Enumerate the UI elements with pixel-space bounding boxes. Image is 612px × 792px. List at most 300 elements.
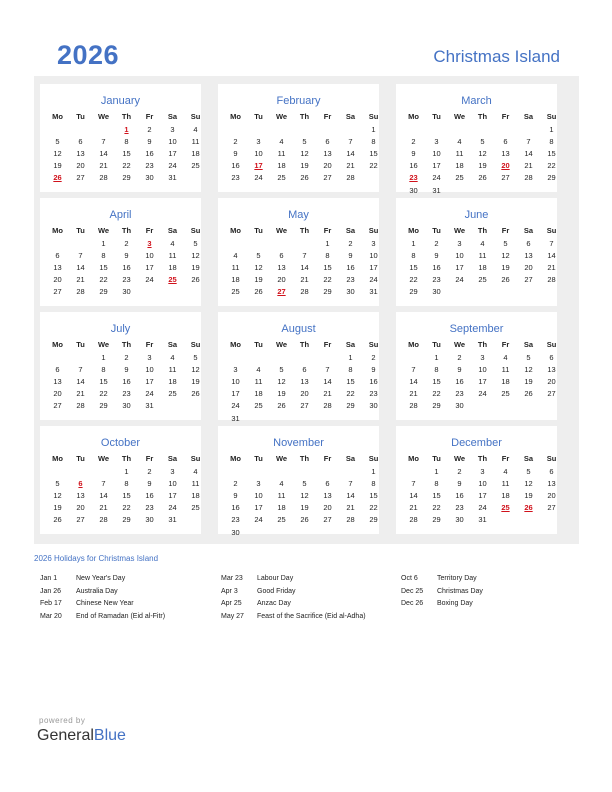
calendar-day: 18 [501, 491, 510, 501]
calendar-day: 29 [409, 287, 418, 297]
calendar-day: 16 [122, 377, 131, 387]
calendar-day: 4 [193, 125, 198, 134]
calendar-day: 13 [547, 365, 556, 375]
month-july [40, 312, 201, 420]
calendar-day: 14 [99, 491, 108, 501]
weekday-header: Sa [167, 454, 178, 463]
calendar-day: 17 [168, 491, 177, 501]
calendar-day: 4 [480, 239, 485, 248]
calendar-day: 25 [191, 161, 200, 171]
weekday-header: Su [190, 454, 201, 463]
month-name: May [288, 209, 309, 221]
calendar-day: 5 [302, 137, 307, 147]
holiday-name: End of Ramadan (Eid al-Fitr) [76, 612, 166, 620]
calendar-day: 17 [432, 161, 441, 171]
calendar-day: 17 [455, 263, 464, 273]
holiday-day: 20 [501, 161, 510, 171]
calendar-day: 13 [524, 251, 533, 261]
calendar-day: 21 [99, 503, 108, 513]
calendar-day: 2 [147, 467, 152, 476]
holiday-name: Christmas Day [437, 587, 483, 595]
calendar-day: 29 [547, 173, 556, 183]
calendar-day: 13 [76, 149, 85, 159]
calendar-day: 20 [76, 503, 85, 513]
calendar-day: 16 [432, 263, 441, 273]
calendar-day: 15 [122, 491, 131, 501]
calendar-day: 24 [432, 173, 441, 183]
calendar-day: 16 [369, 377, 378, 387]
calendar-day: 6 [78, 137, 83, 147]
calendar-day: 9 [147, 137, 152, 147]
holiday-name: Territory Day [437, 575, 477, 582]
calendar-day: 10 [231, 377, 240, 387]
weekday-header: We [275, 340, 288, 349]
weekday-header: Mo [408, 340, 419, 349]
calendar-day: 10 [478, 365, 487, 375]
weekday-header: Sa [167, 340, 178, 349]
holiday-name: Anzac Day [257, 600, 291, 607]
calendar-day: 30 [122, 401, 131, 411]
calendar-day: 30 [145, 515, 154, 525]
calendar-day: 28 [409, 401, 418, 411]
calendar-day: 22 [547, 161, 556, 171]
calendar-day: 20 [547, 491, 556, 501]
calendar-day: 18 [277, 161, 286, 171]
calendar-day: 18 [254, 389, 263, 399]
calendar-day: 22 [432, 503, 441, 513]
calendar-day: 5 [55, 137, 60, 147]
calendar-day: 9 [233, 149, 238, 159]
calendar-day: 24 [369, 275, 378, 285]
calendar-day: 28 [99, 515, 108, 525]
calendar-day: 3 [256, 479, 261, 489]
calendar-day: 4 [193, 467, 198, 476]
calendar-day: 18 [191, 149, 200, 159]
weekday-header: Tu [76, 340, 85, 349]
calendar-day: 11 [231, 263, 240, 273]
weekday-header: Tu [254, 226, 263, 235]
calendar-day: 30 [346, 287, 355, 297]
calendar-day: 23 [122, 275, 131, 285]
calendar-day: 15 [346, 377, 355, 387]
calendar-day: 8 [371, 479, 376, 489]
calendar-day: 2 [411, 137, 416, 147]
calendar-day: 31 [168, 515, 177, 525]
calendar-day: 10 [254, 491, 263, 501]
calendar-day: 29 [346, 401, 355, 411]
calendar-day: 25 [478, 275, 487, 285]
calendar-day: 15 [369, 491, 378, 501]
calendar-day: 13 [323, 149, 332, 159]
calendar-day: 6 [526, 239, 531, 248]
calendar-day: 25 [231, 287, 240, 297]
calendar-day: 12 [524, 479, 533, 489]
calendar-day: 8 [411, 251, 416, 261]
month-september [396, 312, 557, 420]
calendar-day: 27 [300, 401, 309, 411]
calendar-day: 1 [434, 467, 439, 476]
calendar-day: 25 [277, 173, 286, 183]
calendar-day: 1 [411, 239, 416, 248]
calendar-day: 2 [371, 353, 376, 362]
weekday-header: Su [546, 226, 557, 235]
calendar-day: 26 [53, 515, 62, 525]
calendar-day: 14 [524, 149, 533, 159]
calendar-day: 13 [277, 263, 286, 273]
calendar-day: 30 [409, 185, 418, 195]
calendar-day: 4 [279, 479, 284, 489]
calendar-day: 5 [279, 365, 284, 375]
calendar-day: 19 [254, 275, 263, 285]
calendar-day: 15 [99, 263, 108, 273]
calendar-day: 4 [170, 239, 175, 248]
weekday-header: Mo [230, 112, 241, 121]
calendar-day: 19 [478, 161, 487, 171]
weekday-header: Tu [254, 454, 263, 463]
weekday-header: Mo [230, 454, 241, 463]
calendar-day: 18 [455, 161, 464, 171]
holiday-day: 25 [168, 275, 177, 285]
calendar-day: 19 [524, 377, 533, 387]
calendar-day: 28 [323, 401, 332, 411]
calendar-day: 21 [346, 161, 355, 171]
weekday-header: Fr [145, 454, 154, 463]
calendar-day: 8 [101, 251, 106, 261]
calendar-day: 21 [76, 389, 85, 399]
calendar-day: 11 [191, 479, 200, 489]
calendar-day: 16 [122, 263, 131, 273]
calendar-day: 21 [409, 389, 418, 399]
calendar-day: 26 [300, 515, 309, 525]
calendar-day: 27 [323, 515, 332, 525]
calendar-day: 6 [55, 251, 60, 261]
calendar-day: 1 [371, 467, 376, 476]
calendar-day: 3 [480, 467, 485, 476]
calendar-day: 31 [231, 413, 240, 423]
calendar-day: 17 [168, 149, 177, 159]
weekday-header: We [453, 112, 466, 121]
calendar-day: 11 [277, 149, 286, 159]
calendar-day: 19 [300, 503, 309, 513]
calendar-day: 27 [76, 515, 85, 525]
calendar-day: 24 [145, 389, 154, 399]
weekday-header: Mo [408, 454, 419, 463]
month-august [218, 312, 379, 423]
calendar-day: 21 [547, 263, 556, 273]
calendar-day: 20 [53, 275, 62, 285]
calendar-day: 12 [300, 491, 309, 501]
calendar-day: 5 [193, 353, 198, 362]
calendar-day: 31 [369, 287, 378, 297]
calendar-day: 12 [191, 365, 200, 375]
weekday-header: Th [121, 226, 132, 235]
calendar-day: 28 [547, 275, 556, 285]
calendar-day: 2 [348, 239, 353, 248]
calendar-day: 21 [524, 161, 533, 171]
calendar-day: 15 [409, 263, 418, 273]
calendar-day: 14 [409, 491, 418, 501]
calendar-day: 23 [455, 389, 464, 399]
weekday-header: Fr [145, 112, 154, 121]
weekday-header: Fr [323, 454, 332, 463]
calendar-day: 11 [168, 365, 177, 375]
calendar-day: 22 [432, 389, 441, 399]
calendar-day: 5 [526, 467, 531, 476]
calendar-day: 18 [478, 263, 487, 273]
calendar-day: 13 [501, 149, 510, 159]
month-name: March [461, 95, 492, 107]
weekday-header: Sa [523, 226, 534, 235]
calendar-day: 25 [277, 515, 286, 525]
calendar-day: 14 [300, 263, 309, 273]
calendar-day: 24 [254, 173, 263, 183]
month-december [396, 426, 557, 534]
calendar-day: 11 [254, 377, 263, 387]
calendar-day: 1 [549, 125, 554, 134]
calendar-day: 24 [168, 161, 177, 171]
calendar-day: 9 [124, 251, 129, 261]
calendar-day: 17 [478, 491, 487, 501]
calendar-day: 3 [256, 137, 261, 147]
weekday-header: Tu [254, 112, 263, 121]
weekday-header: Th [121, 112, 132, 121]
weekday-header: Tu [432, 226, 441, 235]
weekday-header: Sa [167, 112, 178, 121]
calendar-day: 13 [547, 479, 556, 489]
calendar-day: 13 [76, 491, 85, 501]
weekday-header: Mo [230, 226, 241, 235]
calendar-day: 4 [233, 251, 238, 261]
weekday-header: Tu [432, 112, 441, 121]
calendar-day: 30 [432, 287, 441, 297]
calendar-day: 5 [302, 479, 307, 489]
calendar-day: 2 [147, 125, 152, 134]
weekday-header: Fr [145, 226, 154, 235]
calendar-day: 3 [480, 353, 485, 362]
calendar-day: 17 [145, 263, 154, 273]
calendar-day: 2 [233, 479, 238, 489]
weekday-header: Th [299, 112, 310, 121]
calendar-day: 17 [478, 377, 487, 387]
calendar-day: 19 [501, 263, 510, 273]
calendar-day: 7 [78, 365, 83, 375]
calendar-day: 20 [300, 389, 309, 399]
weekday-header: Mo [408, 112, 419, 121]
holiday-name: Labour Day [257, 575, 294, 582]
calendar-day: 3 [147, 353, 152, 362]
weekday-header: Th [121, 454, 132, 463]
calendar-day: 20 [524, 263, 533, 273]
calendar-day: 13 [300, 377, 309, 387]
calendar-day: 11 [168, 251, 177, 261]
calendar-day: 23 [122, 389, 131, 399]
calendar-day: 13 [323, 491, 332, 501]
holiday-day: 26 [53, 173, 62, 183]
calendar-day: 15 [323, 263, 332, 273]
weekday-header: Sa [167, 226, 178, 235]
calendar-day: 27 [524, 275, 533, 285]
calendar-day: 28 [300, 287, 309, 297]
calendar-day: 17 [254, 503, 263, 513]
calendar-day: 9 [411, 149, 416, 159]
calendar-day: 15 [547, 149, 556, 159]
calendar-day: 1 [371, 125, 376, 134]
calendar-day: 16 [231, 161, 240, 171]
holiday-name: Chinese New Year [76, 600, 134, 607]
calendar-day: 27 [53, 401, 62, 411]
weekday-header: Th [477, 226, 488, 235]
calendar-day: 20 [323, 503, 332, 513]
weekday-header: Th [477, 340, 488, 349]
calendar-day: 3 [170, 125, 175, 134]
calendar-day: 26 [254, 287, 263, 297]
calendar-day: 12 [524, 365, 533, 375]
calendar-day: 6 [549, 353, 554, 362]
weekday-header: Tu [432, 454, 441, 463]
weekday-header: Fr [323, 226, 332, 235]
calendar-day: 25 [254, 401, 263, 411]
calendar-day: 12 [53, 491, 62, 501]
calendar-day: 24 [478, 389, 487, 399]
calendar-day: 15 [122, 149, 131, 159]
holiday-day: 3 [147, 239, 152, 248]
calendar-day: 14 [76, 377, 85, 387]
calendar-day: 15 [432, 377, 441, 387]
calendar-day: 7 [411, 479, 416, 489]
calendar-day: 22 [369, 161, 378, 171]
holiday-date: Mar 20 [40, 612, 62, 620]
weekday-header: Fr [501, 226, 510, 235]
calendar-day: 8 [325, 251, 330, 261]
calendar-day: 30 [455, 515, 464, 525]
weekday-header: Su [368, 340, 379, 349]
calendar-day: 27 [76, 173, 85, 183]
calendar-day: 28 [524, 173, 533, 183]
calendar-day: 14 [323, 377, 332, 387]
calendar-day: 12 [191, 251, 200, 261]
calendar-day: 6 [279, 251, 284, 261]
calendar-day: 29 [99, 287, 108, 297]
calendar-day: 7 [348, 137, 353, 147]
calendar-day: 22 [346, 389, 355, 399]
month-name: October [100, 437, 141, 449]
calendar-day: 24 [254, 515, 263, 525]
calendar-day: 16 [145, 491, 154, 501]
calendar-day: 21 [409, 503, 418, 513]
weekday-header: Tu [432, 340, 441, 349]
calendar-day: 23 [455, 503, 464, 513]
calendar-day: 29 [323, 287, 332, 297]
weekday-header: We [453, 454, 466, 463]
month-may [218, 198, 379, 306]
holiday-day: 6 [78, 479, 83, 489]
calendar-day: 18 [231, 275, 240, 285]
calendar-day: 19 [191, 377, 200, 387]
calendar-day: 12 [254, 263, 263, 273]
calendar-day: 26 [191, 275, 200, 285]
calendar-day: 9 [147, 479, 152, 489]
holiday-date: Feb 17 [40, 600, 62, 607]
weekday-header: Su [368, 454, 379, 463]
calendar-day: 14 [409, 377, 418, 387]
weekday-header: Mo [52, 226, 63, 235]
calendar-day: 19 [277, 389, 286, 399]
calendar-day: 29 [122, 515, 131, 525]
calendar-day: 24 [455, 275, 464, 285]
month-june [396, 198, 557, 306]
calendar-day: 30 [455, 401, 464, 411]
calendar-day: 5 [193, 239, 198, 248]
generalblue-logo[interactable] [37, 727, 126, 745]
month-name: February [276, 95, 321, 107]
brand-general: General [37, 727, 94, 744]
country-title: Christmas Island [433, 47, 560, 66]
calendar-day: 8 [101, 365, 106, 375]
weekday-header: Th [477, 454, 488, 463]
calendar-day: 21 [323, 389, 332, 399]
calendar-day: 26 [300, 173, 309, 183]
calendar-day: 7 [101, 137, 106, 147]
holiday-date: Jan 26 [40, 587, 62, 595]
weekday-header: Th [299, 454, 310, 463]
calendar-day: 7 [411, 365, 416, 375]
holiday-name: Boxing Day [437, 600, 473, 607]
calendar-day: 24 [145, 275, 154, 285]
month-april [40, 198, 201, 306]
calendar-day: 6 [549, 467, 554, 476]
weekday-header: Su [546, 454, 557, 463]
calendar-day: 28 [99, 173, 108, 183]
weekday-header: We [453, 340, 466, 349]
holiday-date: Mar 23 [221, 575, 243, 582]
calendar-day: 23 [369, 389, 378, 399]
calendar-day: 17 [369, 263, 378, 273]
calendar-day: 5 [480, 137, 485, 147]
calendar-day: 20 [323, 161, 332, 171]
weekday-header: Tu [76, 112, 85, 121]
calendar-day: 30 [122, 287, 131, 297]
weekday-header: Th [121, 340, 132, 349]
calendar-day: 9 [233, 491, 238, 501]
calendar-day: 17 [145, 377, 154, 387]
calendar-day: 27 [547, 389, 556, 399]
calendar-day: 10 [369, 251, 378, 261]
calendar-day: 28 [76, 287, 85, 297]
calendar-day: 3 [457, 239, 462, 248]
calendar-day: 16 [346, 263, 355, 273]
calendar-day: 1 [101, 353, 106, 362]
holiday-name: Australia Day [76, 587, 118, 595]
calendar-day: 30 [145, 173, 154, 183]
calendar-day: 9 [371, 365, 376, 375]
calendar-day: 27 [323, 173, 332, 183]
powered-by-text: powered by [39, 716, 86, 725]
holiday-day: 25 [501, 503, 510, 513]
weekday-header: Mo [52, 454, 63, 463]
weekday-header: We [97, 112, 110, 121]
month-name: June [464, 209, 489, 221]
calendar-day: 1 [101, 239, 106, 248]
calendar-day: 8 [124, 479, 129, 489]
weekday-header: We [275, 112, 288, 121]
calendar-day: 23 [231, 173, 240, 183]
month-november [218, 426, 379, 537]
calendar-day: 28 [346, 515, 355, 525]
calendar-day: 10 [168, 137, 177, 147]
calendar-day: 10 [254, 149, 263, 159]
weekday-header: Tu [76, 226, 85, 235]
holiday-date: Oct 6 [401, 575, 418, 582]
